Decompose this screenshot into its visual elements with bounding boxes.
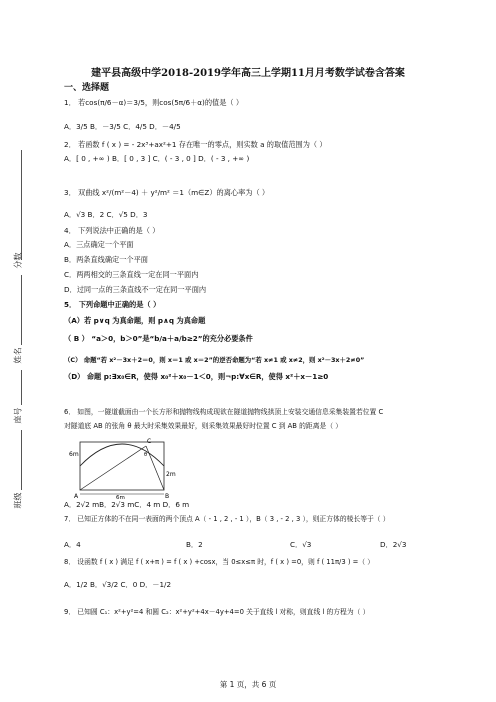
question-8: 8． 设函数 f ( x ) 满足 f ( x+π ) = f ( x ) +cosx，当 0≤x≤π 时，f ( x ) =0，则 f ( 11π/3 ) =（ ） (64, 558, 375, 566)
line-ac (80, 446, 146, 490)
divider-line (21, 370, 22, 405)
binding-margin (0, 0, 40, 702)
tunnel-figure (66, 432, 176, 500)
page-footer: 第 1 页，共 6 页 (219, 680, 277, 689)
question-4-option-a: A．三点确定一个平面 (64, 240, 134, 249)
question-7-option-d: D．2√3 (380, 540, 407, 549)
point-b: B (165, 493, 170, 500)
divider-line (21, 430, 22, 490)
question-6-options: A．2√2 mB．2√3 mC．4 m D．6 m (64, 500, 190, 509)
line-bc (146, 446, 164, 490)
name-label: 姓名 (13, 347, 23, 364)
question-9: 9． 已知圆 C₁：x²+y²=4 和圆 C₂：x²+y²+4x－4y+4=0 关于直线 l 对称，则直线 l 的方程为（ ） (64, 608, 370, 616)
question-6-continued: 对隧道底 AB 的张角 θ 最大时采集效果最好，则采集效果最好时位置 C 到 AB 的距离是（ ） (64, 422, 343, 430)
question-4: 4． 下列说法中正确的是（ ） (64, 226, 160, 235)
question-3: 3． 双曲线 x²/(m²－4) ＋ y²/m² ＝1（m∈Z）的离心率为（ ） (64, 188, 270, 197)
class-label: 班级 (13, 492, 23, 509)
question-1-options: A．3/5 B．－3/5 C．4/5 D．－4/5 (64, 122, 181, 131)
question-8-options: A．1/2 B．√3/2 C．0 D．－1/2 (64, 580, 172, 589)
question-5-option-a: （A）若 p∨q 为真命题，则 p∧q 为真命题 (64, 316, 206, 325)
section-heading: 一、选择题 (64, 83, 110, 93)
question-5-option-b: （ B ） “a＞0，b＞0”是“b/a＋a/b≥2”的充分必要条件 (64, 334, 253, 343)
question-2-options: A．[ 0 , +∞ ) B．[ 0 , 3 ] C．( - 3 , 0 ] D．( - 3 , +∞ ) (64, 154, 250, 163)
point-c: C (147, 438, 152, 445)
point-a: A (74, 493, 79, 500)
height-label: 6m (69, 451, 79, 458)
question-7-option-a: A．4 (64, 540, 81, 549)
side-height-label: 2m (166, 471, 176, 478)
divider-line (21, 275, 22, 345)
question-7-option-b: B．2 (186, 540, 203, 549)
parabola-arch (80, 444, 164, 466)
seat-label: 座号 (13, 407, 23, 424)
width-label: 6m (116, 495, 125, 500)
question-7: 7． 已知正方体的不在同一表面的两个顶点 A（ - 1 , 2 , - 1 ），B（ 3 , - 2 , 3 ），则正方体的棱长等于（ ） (64, 515, 390, 523)
exam-title: 建平县高级中学2018-2019学年高三上学期11月月考数学试卷含答案 (91, 68, 405, 79)
question-2: 2． 若函数 f ( x ) = - 2x³+ax²+1 存在唯一的零点，则实数 a 的取值范围为（ ） (64, 140, 327, 149)
question-1: 1． 若cos(π/6－α)＝3/5，则cos(5π/6＋α)的值是（ ） (64, 98, 244, 107)
question-5-option-d: （D） 命题 p:∃x₀∈R，使得 x₀²＋x₀－1＜0，则¬p:∀x∈R，使得 x²＋x－1≥0 (64, 372, 329, 381)
angle-theta: θ (144, 452, 148, 458)
question-6: 6． 如图，一隧道截面由一个长方形和抛物线构成现欲在隧道抛物线拱顶上安装交通信息采集装置若位置 C (64, 408, 384, 416)
question-4-option-b: B．两条直线确定一个平面 (64, 255, 148, 264)
question-5-option-c: （C） 命题“若 x²－3x＋2＝0，则 x＝1 或 x＝2”的逆否命题为“若 x≠1 或 x≠2，则 x²－3x＋2≠0” (64, 356, 365, 364)
question-7-option-c: C．√3 (290, 540, 312, 549)
question-5: 5． 下列命题中正确的是（ ） (64, 300, 161, 309)
divider-line (21, 150, 22, 260)
question-4-option-c: C．两两相交的三条直线一定在同一平面内 (64, 270, 199, 279)
question-4-option-d: D．过同一点的三条直线不一定在同一平面内 (64, 285, 207, 294)
score-label: 分数 (13, 252, 23, 269)
tunnel-rectangle (80, 442, 164, 490)
question-3-options: A．√3 B．2 C．√5 D．3 (64, 210, 148, 219)
